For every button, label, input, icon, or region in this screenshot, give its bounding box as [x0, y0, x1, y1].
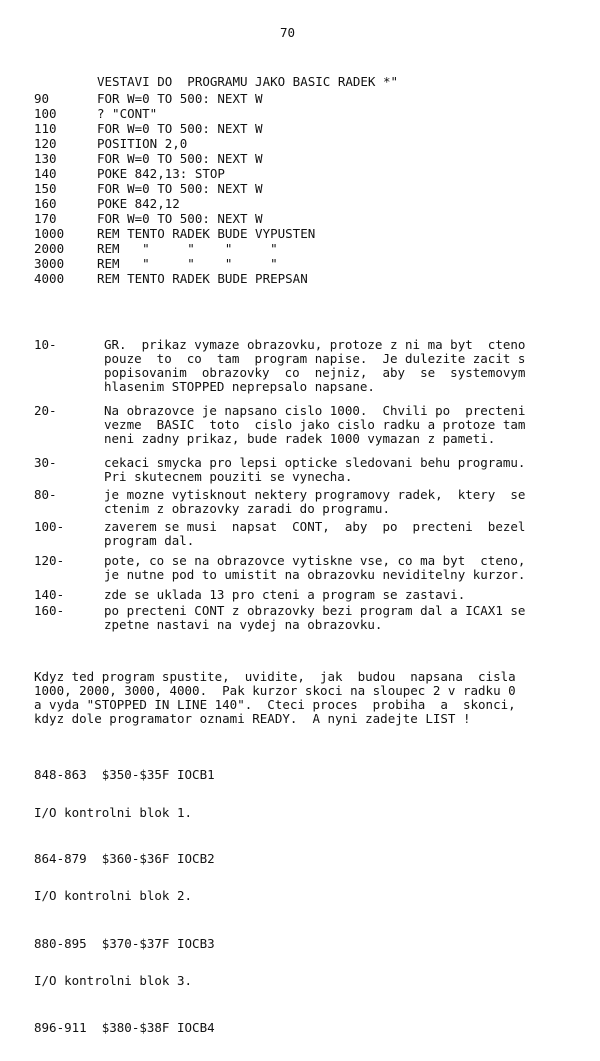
comment-text	[104, 604, 570, 632]
comment-line-number: 120-	[34, 553, 65, 568]
block-heading: 864-879 $360-$36F IOCB2	[34, 851, 215, 866]
line-number: 1000	[34, 226, 65, 241]
comment-line: je mozne vytisknout nektery programovy radek, ktery se	[104, 487, 526, 502]
line-code: REM " " " "	[97, 241, 278, 256]
comment-line: popisovanim obrazovky co nejniz, aby se systemovym	[104, 365, 526, 380]
comment-text	[104, 588, 570, 602]
line-code: POKE 842,13: STOP	[97, 166, 225, 181]
comment-line: Pri skutecnem pouziti se vynecha.	[104, 469, 353, 484]
page-number: 70	[280, 25, 296, 40]
comment-line: cekaci smycka pro lepsi opticke sledovani behu programu.	[104, 455, 526, 470]
comment-line: pouze to co tam program napise. Je dulezite zacit s	[104, 351, 526, 366]
comment-line: hlasenim STOPPED neprepsalo napsane.	[104, 379, 375, 394]
intro-line: VESTAVI DO PROGRAMU JAKO BASIC RADEK *"	[97, 74, 399, 89]
line-number: 2000	[34, 241, 65, 256]
paragraph-line: a vyda "STOPPED IN LINE 140". Cteci proces probiha a skonci,	[34, 697, 516, 712]
comment-line: program dal.	[104, 533, 195, 548]
comment-line-number: 140-	[34, 587, 65, 602]
comment-text	[104, 404, 570, 446]
block-description: I/O kontrolni blok 3.	[34, 973, 193, 988]
line-code: REM " " " "	[97, 256, 278, 271]
comment-line: je nutne pod to umistit na obrazovku neviditelny kurzor.	[104, 567, 526, 582]
comment-line-number: 80-	[34, 487, 57, 502]
comment-line: zaverem se musi napsat CONT, aby po precteni bezel	[104, 519, 526, 534]
line-code: FOR W=0 TO 500: NEXT W	[97, 91, 263, 106]
line-number: 110	[34, 121, 57, 136]
block-heading: 848-863 $350-$35F IOCB1	[34, 767, 215, 782]
comment-line: pote, co se na obrazovce vytiskne vse, co ma byt cteno,	[104, 553, 526, 568]
comment-line: vezme BASIC toto cislo jako cislo radku a protoze tam	[104, 417, 526, 432]
comment-text	[104, 520, 570, 548]
line-code: ? "CONT"	[97, 106, 158, 121]
comment-line-number: 160-	[34, 603, 65, 618]
comment-line-number: 100-	[34, 519, 65, 534]
comment-line: neni zadny prikaz, bude radek 1000 vymazan z pameti.	[104, 431, 496, 446]
line-number: 100	[34, 106, 57, 121]
comment-line-number: 10-	[34, 337, 57, 352]
comment-line: zpetne nastavi na vydej na obrazovku.	[104, 617, 383, 632]
line-code: POSITION 2,0	[97, 136, 188, 151]
line-number: 3000	[34, 256, 65, 271]
line-number: 170	[34, 211, 57, 226]
block-description: I/O kontrolni blok 2.	[34, 888, 193, 903]
paragraph-line: Kdyz ted program spustite, uvidite, jak budou napsana cisla	[34, 669, 516, 684]
comment-line: po precteni CONT z obrazovky bezi program dal a ICAX1 se	[104, 603, 526, 618]
paragraph-line: kdyz dole programator oznami READY. A nyni zadejte LIST !	[34, 711, 471, 726]
comment-text	[104, 554, 570, 582]
line-number: 4000	[34, 271, 65, 286]
comment-line: Na obrazovce je napsano cislo 1000. Chvili po precteni	[104, 403, 526, 418]
line-number: 130	[34, 151, 57, 166]
line-number: 120	[34, 136, 57, 151]
comment-line-number: 30-	[34, 455, 57, 470]
block-heading: 896-911 $380-$38F IOCB4	[34, 1020, 215, 1035]
comment-text	[104, 338, 570, 394]
line-number: 150	[34, 181, 57, 196]
paragraph-line: 1000, 2000, 3000, 4000. Pak kurzor skoci na sloupec 2 v radku 0	[34, 683, 516, 698]
comment-line-number: 20-	[34, 403, 57, 418]
comment-line: GR. prikaz vymaze obrazovku, protoze z ni ma byt cteno	[104, 337, 526, 352]
line-number: 140	[34, 166, 57, 181]
line-number: 90	[34, 91, 50, 106]
comment-text	[104, 456, 570, 484]
line-code: POKE 842,12	[97, 196, 180, 211]
comment-text	[104, 488, 570, 516]
block-heading: 880-895 $370-$37F IOCB3	[34, 936, 215, 951]
line-code: REM TENTO RADEK BUDE VYPUSTEN	[97, 226, 316, 241]
line-code: FOR W=0 TO 500: NEXT W	[97, 121, 263, 136]
line-number: 160	[34, 196, 57, 211]
line-code: FOR W=0 TO 500: NEXT W	[97, 151, 263, 166]
line-code: REM TENTO RADEK BUDE PREPSAN	[97, 271, 308, 286]
line-code: FOR W=0 TO 500: NEXT W	[97, 181, 263, 196]
line-code: FOR W=0 TO 500: NEXT W	[97, 211, 263, 226]
block-description: I/O kontrolni blok 1.	[34, 805, 193, 820]
explanation-paragraph	[34, 670, 574, 726]
comment-line: ctenim z obrazovky zaradi do programu.	[104, 501, 390, 516]
comment-line: zde se uklada 13 pro cteni a program se zastavi.	[104, 587, 466, 602]
